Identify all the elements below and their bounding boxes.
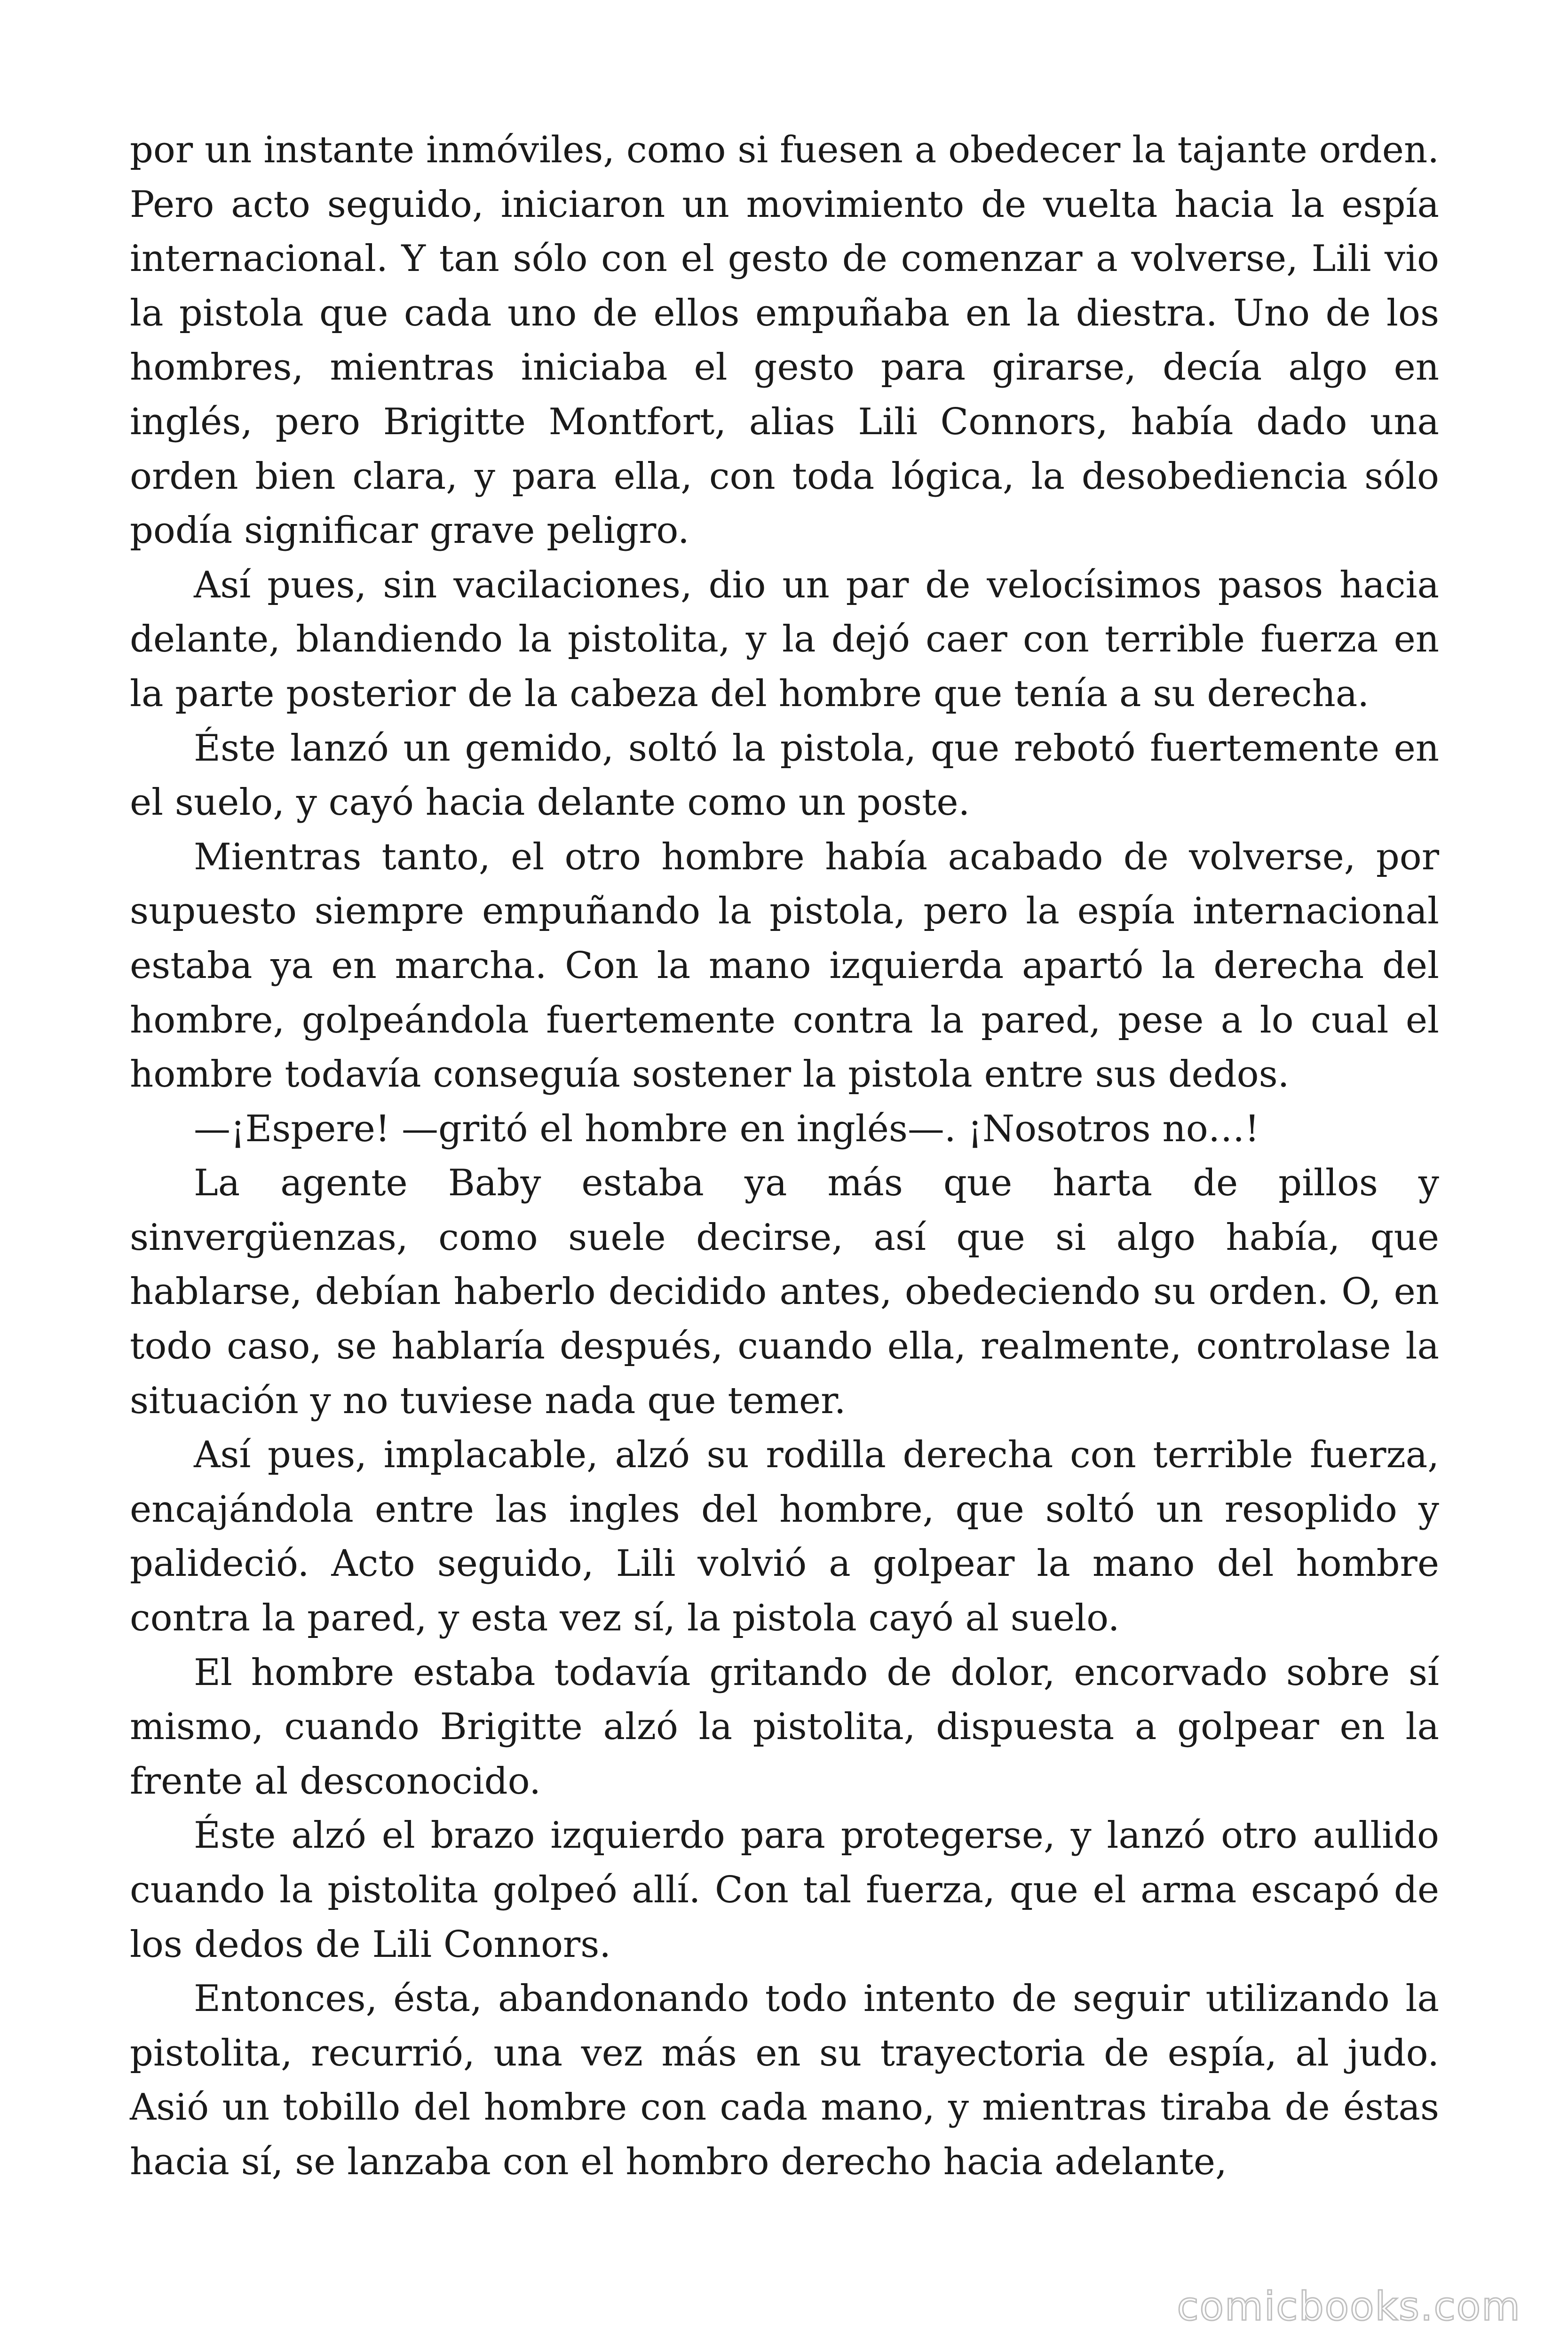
page-body	[130, 123, 1439, 2240]
paragraph-7: Así pues, implacable, alzó su rodilla derecha con terrible fuerza, encajándola entre las ingles del hombre, que soltó un resoplido y palideció. Acto seguido, Lili volvió a golpear la mano del hombre contra la pared, y esta vez sí, la pistola cayó al suelo.	[130, 1434, 1439, 1640]
paragraph-2: Así pues, sin vacilaciones, dio un par de velocísimos pasos hacia delante, blandiendo la pistolita, y la dejó caer con terrible fuerza en la parte posterior de la cabeza del hombre que tenía a su derecha.	[130, 564, 1439, 715]
paragraph-3: Éste lanzó un gemido, soltó la pistola, que rebotó fuertemente en el suelo, y cayó hacia delante como un poste.	[130, 727, 1439, 824]
paragraph-1: por un instante inmóviles, como si fuesen a obedecer la tajante orden. Pero acto seguido, iniciaron un movimiento de vuelta hacia la espía internacional. Y tan sólo con el gesto de comenzar a volverse, Lili vio la pistola que cada uno de ellos empuñaba en la diestra. Uno de los hombres, mientras iniciaba el gesto para girarse, decía algo en inglés, pero Brigitte Montfort, alias Lili Connors, había dado una orden bien clara, y para ella, con toda lógica, la desobediencia sólo podía significar grave peligro.	[130, 129, 1439, 552]
paragraph-6: La agente Baby estaba ya más que harta de pillos y sinvergüenzas, como suele decirse, así que si algo había, que hablarse, debían haberlo decidido antes, obedeciendo su orden. O, en todo caso, se hablaría después, cuando ella, realmente, controlase la situación y no tuviese nada que temer.	[130, 1162, 1439, 1422]
paragraph-9: Éste alzó el brazo izquierdo para protegerse, y lanzó otro aullido cuando la pistolita golpeó allí. Con tal fuerza, que el arma escapó de los dedos de Lili Connors.	[130, 1814, 1439, 1966]
paragraph-4: Mientras tanto, el otro hombre había acabado de volverse, por supuesto siempre empuñando la pistola, pero la espía internacional estaba ya en marcha. Con la mano izquierda apartó la derecha del hombre, golpeándola fuertemente contra la pared, pese a lo cual el hombre todavía conseguía sostener la pistola entre sus dedos.	[130, 835, 1439, 1096]
paragraph-5: —¡Espere! —gritó el hombre en inglés—. ¡Nosotros no…!	[194, 1107, 1259, 1150]
paragraph-10: Entonces, ésta, abandonando todo intento de seguir utilizando la pistolita, recurrió, una vez más en su trayectoria de espía, al judo. Asió un tobillo del hombre con cada mano, y mientras tiraba de éstas hacia sí, se lanzaba con el hombro derecho hacia adelante,	[130, 1978, 1439, 2183]
paragraph-8: El hombre estaba todavía gritando de dolor, encorvado sobre sí mismo, cuando Brigitte alzó la pistolita, dispuesta a golpear en la frente al desconocido.	[130, 1651, 1439, 1803]
watermark: comicbooks.com	[1177, 2283, 1521, 2329]
